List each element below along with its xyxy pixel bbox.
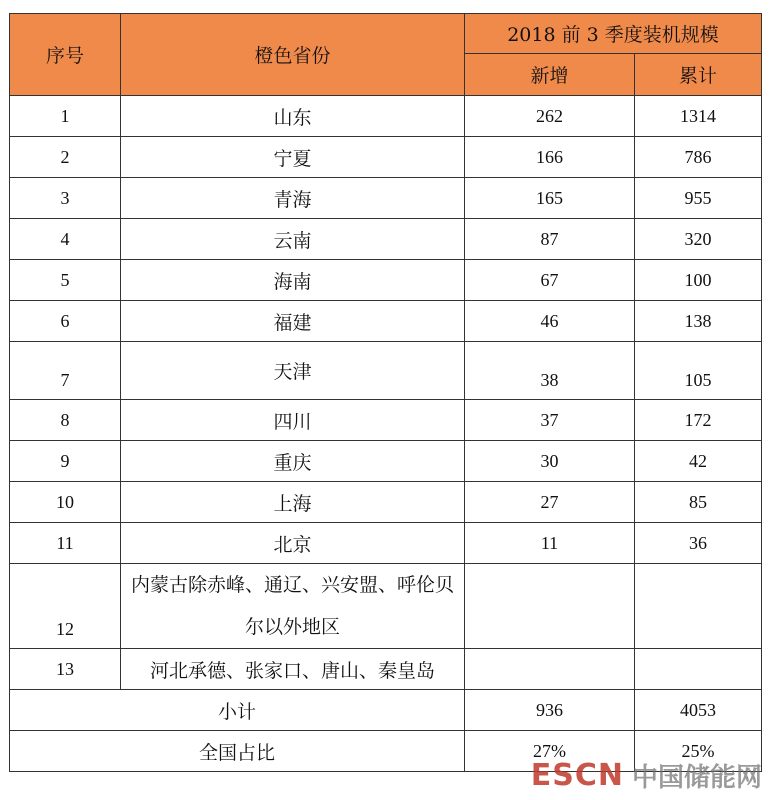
row-province: 山东 — [121, 96, 465, 137]
row-cumulative — [635, 649, 762, 690]
table-row — [10, 342, 762, 400]
row-index: 2 — [10, 137, 121, 178]
row-index: 10 — [10, 482, 121, 523]
header-province: 橙色省份 — [121, 14, 465, 96]
row-province: 宁夏 — [121, 137, 465, 178]
row-new — [465, 649, 635, 690]
subtotal-label: 小计 — [10, 690, 465, 731]
row-cumulative: 85 — [635, 482, 762, 523]
row-index: 13 — [10, 649, 121, 690]
row-new: 166 — [465, 137, 635, 178]
row-new: 11 — [465, 523, 635, 564]
header-cumulative: 累计 — [635, 54, 762, 96]
row-cumulative: 786 — [635, 137, 762, 178]
table-row — [10, 219, 762, 260]
row-index: 3 — [10, 178, 121, 219]
row-province — [121, 564, 465, 649]
escn-logo-suffix: CN — [574, 758, 624, 793]
row-index: 1 — [10, 96, 121, 137]
escn-logo-prefix: ES — [530, 758, 575, 793]
row-index: 11 — [10, 523, 121, 564]
row-province: 河北承德、张家口、唐山、秦皇岛 — [121, 649, 465, 690]
subtotal-new: 936 — [465, 690, 635, 731]
row-new: 37 — [465, 400, 635, 441]
capacity-table — [9, 13, 762, 772]
header-group: 2018 前 3 季度装机规模 — [465, 14, 762, 54]
row-cumulative: 36 — [635, 523, 762, 564]
row-new: 46 — [465, 301, 635, 342]
row-cumulative — [635, 564, 762, 649]
row-new: 30 — [465, 441, 635, 482]
table-row — [10, 649, 762, 690]
row-province: 云南 — [121, 219, 465, 260]
row-cumulative: 1314 — [635, 96, 762, 137]
subtotal-cumulative: 4053 — [635, 690, 762, 731]
row-province-text: 内蒙古除赤峰、通辽、兴安盟、呼伦贝尔以外地区 — [131, 574, 455, 638]
national-share-label: 全国占比 — [10, 731, 465, 772]
row-index: 7 — [10, 342, 121, 400]
row-new: 87 — [465, 219, 635, 260]
row-province: 四川 — [121, 400, 465, 441]
row-cumulative: 42 — [635, 441, 762, 482]
watermark-site-name: 中国储能网 — [631, 763, 762, 793]
national-share-cumulative: 25% — [635, 731, 762, 772]
header-index: 序号 — [10, 14, 121, 96]
table-row — [10, 523, 762, 564]
national-share-row — [10, 731, 762, 772]
row-new: 27 — [465, 482, 635, 523]
row-new — [465, 564, 635, 649]
row-cumulative: 138 — [635, 301, 762, 342]
row-province: 北京 — [121, 523, 465, 564]
row-province: 上海 — [121, 482, 465, 523]
row-cumulative: 100 — [635, 260, 762, 301]
row-province: 青海 — [121, 178, 465, 219]
row-new: 67 — [465, 260, 635, 301]
row-province: 福建 — [121, 301, 465, 342]
table-row — [10, 482, 762, 523]
row-new: 165 — [465, 178, 635, 219]
row-cumulative: 105 — [635, 342, 762, 400]
header-new: 新增 — [465, 54, 635, 96]
row-province: 天津 — [121, 342, 465, 400]
table-row — [10, 178, 762, 219]
row-cumulative: 320 — [635, 219, 762, 260]
national-share-new: 27% — [465, 731, 635, 772]
row-index: 5 — [10, 260, 121, 301]
row-province: 海南 — [121, 260, 465, 301]
subtotal-row — [10, 690, 762, 731]
row-province: 重庆 — [121, 441, 465, 482]
row-index: 4 — [10, 219, 121, 260]
row-new: 262 — [465, 96, 635, 137]
table-row — [10, 400, 762, 441]
row-new: 38 — [465, 342, 635, 400]
row-index: 12 — [10, 564, 121, 649]
row-index: 8 — [10, 400, 121, 441]
row-cumulative: 172 — [635, 400, 762, 441]
table-row — [10, 441, 762, 482]
row-index: 6 — [10, 301, 121, 342]
row-index: 9 — [10, 441, 121, 482]
table-row — [10, 301, 762, 342]
table-row — [10, 260, 762, 301]
row-cumulative: 955 — [635, 178, 762, 219]
table-row — [10, 564, 762, 649]
table-row — [10, 137, 762, 178]
table-row — [10, 96, 762, 137]
